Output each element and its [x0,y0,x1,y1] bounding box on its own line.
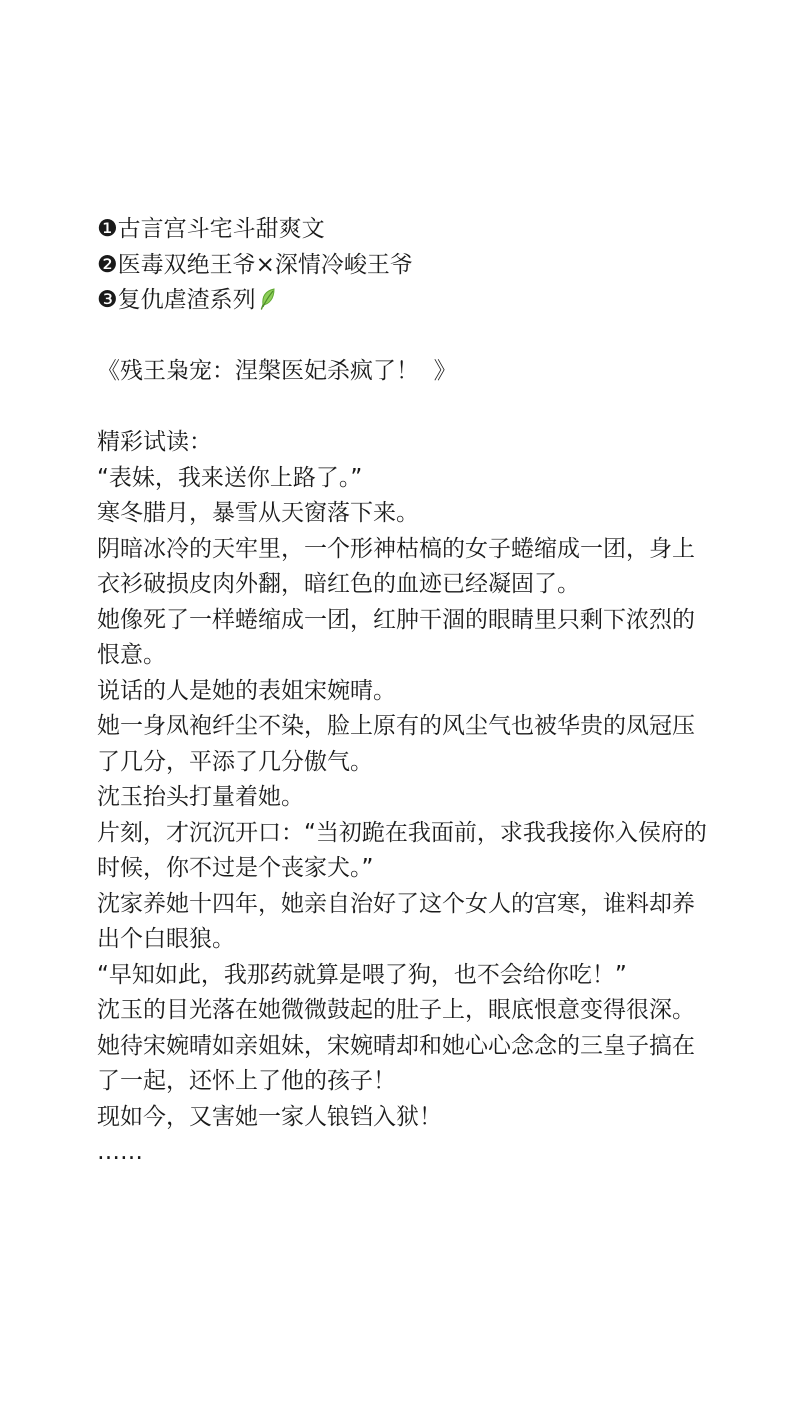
excerpt-line: 阴暗冰冷的天牢里，一个形神枯槁的女子蜷缩成一团，身上 [97,535,695,562]
excerpt-line: 现如今，又害她一家人锒铛入狱！ [97,1103,442,1130]
excerpt-line: 衣衫破损皮肉外翻，暗红色的血迹已经凝固了。 [97,571,580,597]
excerpt-line: 出个白眼狼。 [97,926,235,952]
excerpt-line: “早知如此，我那药就算是喂了狗，也不会给你吃！” [97,961,627,988]
excerpt-line: 沈玉抬头打量着她。 [97,784,304,810]
excerpt-label: 精彩试读： [97,429,212,455]
excerpt-line: 了几分，平添了几分傲气。 [97,748,373,775]
tag-number-3: ❸ [97,287,118,313]
spacer [97,390,717,426]
leaf-icon [260,288,277,310]
excerpt-line: “表妹，我来送你上路了。” [97,464,363,491]
excerpt-body [97,461,717,1171]
article-content [97,212,717,1171]
excerpt-line: 片刻，才沉沉开口：“当初跪在我面前，求我我接你入侯府的 [97,819,707,846]
tag-number-1: ❶ [97,216,118,242]
excerpt-line: 了一起，还怀上了他的孩子！ [97,1068,396,1094]
tag-line-3 [97,283,717,319]
excerpt-line: 说话的人是她的表姐宋婉晴。 [97,677,396,704]
excerpt-line: 沈玉的目光落在她微微鼓起的肚子上，眼底恨意变得很深。 [97,997,695,1023]
excerpt-line: …… [97,1139,143,1165]
spacer [97,319,717,355]
excerpt-line: 寒冬腊月，暴雪从天窗落下来。 [97,500,419,526]
excerpt-line: 她像死了一样蜷缩成一团，红肿干涸的眼睛里只剩下浓烈的 [97,606,695,633]
excerpt-line: 时候，你不过是个丧家犬。” [97,855,374,881]
tag-text-2: 医毒双绝王爷×深情冷峻王爷 [117,251,413,278]
excerpt-line: 恨意。 [97,642,166,668]
excerpt-line: 沈家养她十四年，她亲自治好了这个女人的宫寒，谁料却养 [97,890,695,917]
excerpt-line: 她一身凤袍纤尘不染，脸上原有的风尘气也被华贵的凤冠压 [97,713,695,739]
tag-line-2 [97,248,717,284]
tag-number-2: ❷ [97,251,118,278]
excerpt-line: 她待宋婉晴如亲姐妹，宋婉晴却和她心心念念的三皇子搞在 [97,1032,695,1059]
tag-text-1: 古言宫斗宅斗甜爽文 [117,216,325,242]
book-title: 《残王枭宠：涅槃医妃杀疯了！ 》 [97,358,457,384]
tag-text-3: 复仇虐渣系列 [117,287,256,313]
tag-line-1 [97,212,717,248]
